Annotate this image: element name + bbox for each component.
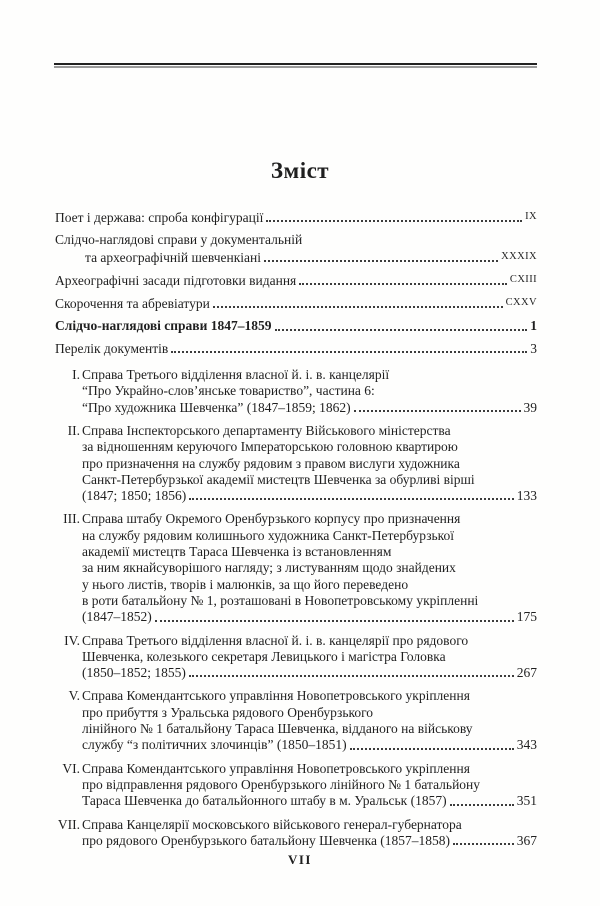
toc-entry-line	[55, 249, 537, 266]
toc-entry-line	[82, 560, 537, 576]
toc-entry-line	[82, 609, 537, 625]
toc-entry-line	[82, 593, 537, 609]
toc-entry-text: за відношенням керуючого Імператорською головною квартирою	[82, 439, 458, 455]
toc-leader-dots	[171, 351, 527, 353]
toc-leader-dots	[189, 498, 514, 500]
toc-page-number: IX	[525, 211, 537, 222]
toc-entry-text: “Про Украйно-слов’янське товариство”, частина 6:	[82, 383, 375, 399]
toc-entry	[55, 817, 537, 850]
toc-entry-text: Тараса Шевченка до батальйонного штабу в м. Уральськ (1857)	[82, 793, 447, 809]
toc-page-number: 175	[516, 609, 537, 625]
toc-entry-line	[82, 472, 537, 488]
toc-entry-line	[55, 272, 537, 289]
entry-numeral: V.	[68, 688, 80, 704]
table-of-contents	[55, 209, 537, 856]
toc-entry-line	[82, 400, 537, 416]
toc-entry-line	[82, 649, 537, 665]
top-rule	[54, 63, 537, 68]
toc-leader-dots	[350, 748, 514, 750]
entry-numeral: III.	[63, 511, 80, 527]
toc-entry-text: Слідчо-наглядові справи 1847–1859	[55, 318, 272, 334]
toc-entry-text: Шевченка, колезького секретаря Левицького і магістра Головка	[82, 648, 446, 664]
toc-entry-line	[82, 456, 537, 472]
toc-entry-text: Справа Комендантського управління Новопетровського укріплення	[82, 688, 470, 704]
entry-numeral: IV.	[64, 632, 80, 648]
top-rule-light-line	[54, 66, 537, 68]
toc-entry-line	[82, 793, 537, 809]
toc-entry-text: Справа Інспекторського департаменту Військового міністерства	[82, 422, 451, 438]
toc-leader-dots	[213, 306, 503, 308]
toc-entry-line	[62, 760, 537, 777]
toc-entry-line	[67, 422, 537, 439]
toc-entry-text: службу “з політичних злочинців” (1850–1851)	[82, 737, 347, 753]
toc-entry-line	[82, 383, 537, 399]
toc-entry-line	[57, 816, 537, 833]
toc-entry-text: про відправлення рядового Оренбурзького лінійного № 1 батальйону	[82, 776, 481, 792]
toc-entry-text: за ним якнайсуворішого нагляду; з листуванням щодо знайдених	[82, 560, 456, 576]
entry-numeral: VII.	[57, 816, 80, 832]
toc-entry-text: в роти батальйону № 1, розташовані в Новопетровському укріпленні	[82, 592, 479, 608]
toc-entry	[55, 209, 537, 226]
toc-leader-dots	[155, 620, 514, 622]
toc-entry-text: Поет і держава: спроба конфігурації	[55, 210, 264, 225]
toc-entry-text: (1850–1852; 1855)	[82, 665, 186, 681]
top-rule-dark-line	[54, 63, 537, 65]
toc-page-number: 3	[530, 340, 537, 356]
toc-leader-dots	[266, 220, 522, 222]
toc-entry-line	[55, 209, 537, 226]
toc-leader-dots	[450, 804, 514, 806]
toc-entry-text: у нього листів, творів і малюнків, за що його переведено	[82, 576, 409, 592]
toc-entry-text: (1847–1852)	[82, 609, 152, 625]
toc-entry	[55, 511, 537, 625]
toc-entry-line	[82, 439, 537, 455]
toc-page-number: 39	[523, 399, 537, 415]
toc-entry-line	[82, 737, 537, 753]
toc-leader-dots	[354, 410, 521, 412]
entry-numeral: VI.	[62, 760, 80, 776]
documents-section	[55, 367, 537, 849]
toc-entry-text: “Про художника Шевченка” (1847–1859; 1862)	[82, 399, 351, 415]
toc-entry-line	[55, 341, 537, 357]
toc-entry-text: про призначення на службу рядовим з правом вислуги художника	[82, 455, 460, 471]
toc-entry-text: та археографічній шевченкіані	[85, 249, 262, 265]
toc-entry-line	[82, 833, 537, 849]
toc-entry-line	[82, 721, 537, 737]
toc-entry-line	[68, 688, 537, 704]
toc-entry	[55, 318, 537, 334]
toc-entry-line	[63, 511, 537, 527]
toc-page-number: 267	[516, 665, 537, 681]
toc-entry-line	[55, 295, 537, 312]
toc-page-number: 1	[530, 318, 537, 334]
toc-entry	[55, 633, 537, 682]
toc-page-number: 367	[516, 832, 537, 848]
toc-entry-text: про рядового Оренбурзького батальйону Шевченка (1857–1858)	[82, 832, 451, 848]
footer-page-number: VII	[287, 852, 312, 867]
toc-page-number: CXIII	[509, 273, 537, 285]
toc-entry	[55, 341, 537, 357]
toc-entry	[55, 232, 537, 266]
toc-entry-line	[82, 705, 537, 721]
entry-numeral: I.	[72, 367, 80, 383]
page-title: Зміст	[270, 158, 330, 183]
toc-entry-line	[55, 318, 537, 334]
toc-entry-text: Справа штабу Окремого Оренбурзького корпусу про призначення	[82, 511, 461, 527]
toc-entry-line	[82, 777, 537, 793]
toc-entry	[55, 295, 537, 312]
toc-page-number: 343	[516, 737, 537, 753]
toc-page-number: CXXV	[505, 297, 537, 309]
toc-entry	[55, 272, 537, 289]
toc-entry-text: Слідчо-наглядові справи у документальній	[55, 232, 303, 248]
toc-leader-dots	[189, 675, 514, 677]
toc-entry-text: лінійного № 1 батальйону Тараса Шевченка, відданого на військову	[82, 721, 473, 737]
toc-entry-text: Справа Комендантського управління Новопетровського укріплення	[82, 760, 470, 776]
toc-entry-text: Санкт-Петербурзької академії мистецтв Шевченка за обурливі вірші	[82, 471, 475, 487]
toc-entry-text: Справа Третього відділення власної й. і. в. канцелярії	[82, 367, 390, 383]
toc-entry-line	[82, 488, 537, 504]
toc-entry-text: Перелік документів	[55, 340, 169, 356]
toc-entry-line	[82, 577, 537, 593]
toc-entry-line	[82, 528, 537, 544]
toc-entry-text: про прибуття з Уральська рядового Оренбурзького	[82, 704, 374, 720]
toc-entry-text: Справа Третього відділення власної й. і. в. канцелярії про рядового	[82, 632, 469, 648]
toc-entry-text: Справа Канцелярії московського військового генерал-губернатора	[82, 816, 462, 832]
toc-entry-line	[82, 665, 537, 681]
toc-leader-dots	[275, 329, 528, 331]
toc-page-number: XXXIX	[501, 250, 537, 262]
toc-entry-text: Скорочення та абревіатури	[55, 296, 210, 312]
front-matter-section	[55, 209, 537, 357]
toc-entry-line	[55, 232, 537, 248]
toc-entry	[55, 761, 537, 810]
toc-page-number: 351	[516, 793, 537, 809]
toc-entry-line	[82, 544, 537, 560]
toc-leader-dots	[453, 843, 514, 845]
toc-entry	[55, 367, 537, 416]
toc-entry	[55, 688, 537, 753]
toc-entry-text: академії мистецтв Тараса Шевченка із встановленням	[82, 544, 392, 560]
toc-page-number: 133	[516, 488, 537, 504]
toc-entry-text: на службу рядовим колишнього художника Санкт-Петербурзької	[82, 527, 455, 543]
entry-numeral: II.	[67, 422, 80, 438]
toc-entry-text: (1847; 1850; 1856)	[82, 488, 187, 504]
toc-entry-line	[64, 632, 537, 649]
toc-leader-dots	[299, 283, 507, 285]
toc-entry-text: Археографічні засади підготовки видання	[55, 272, 297, 288]
toc-leader-dots	[264, 260, 498, 262]
toc-entry-line	[72, 367, 537, 383]
toc-entry	[55, 423, 537, 504]
